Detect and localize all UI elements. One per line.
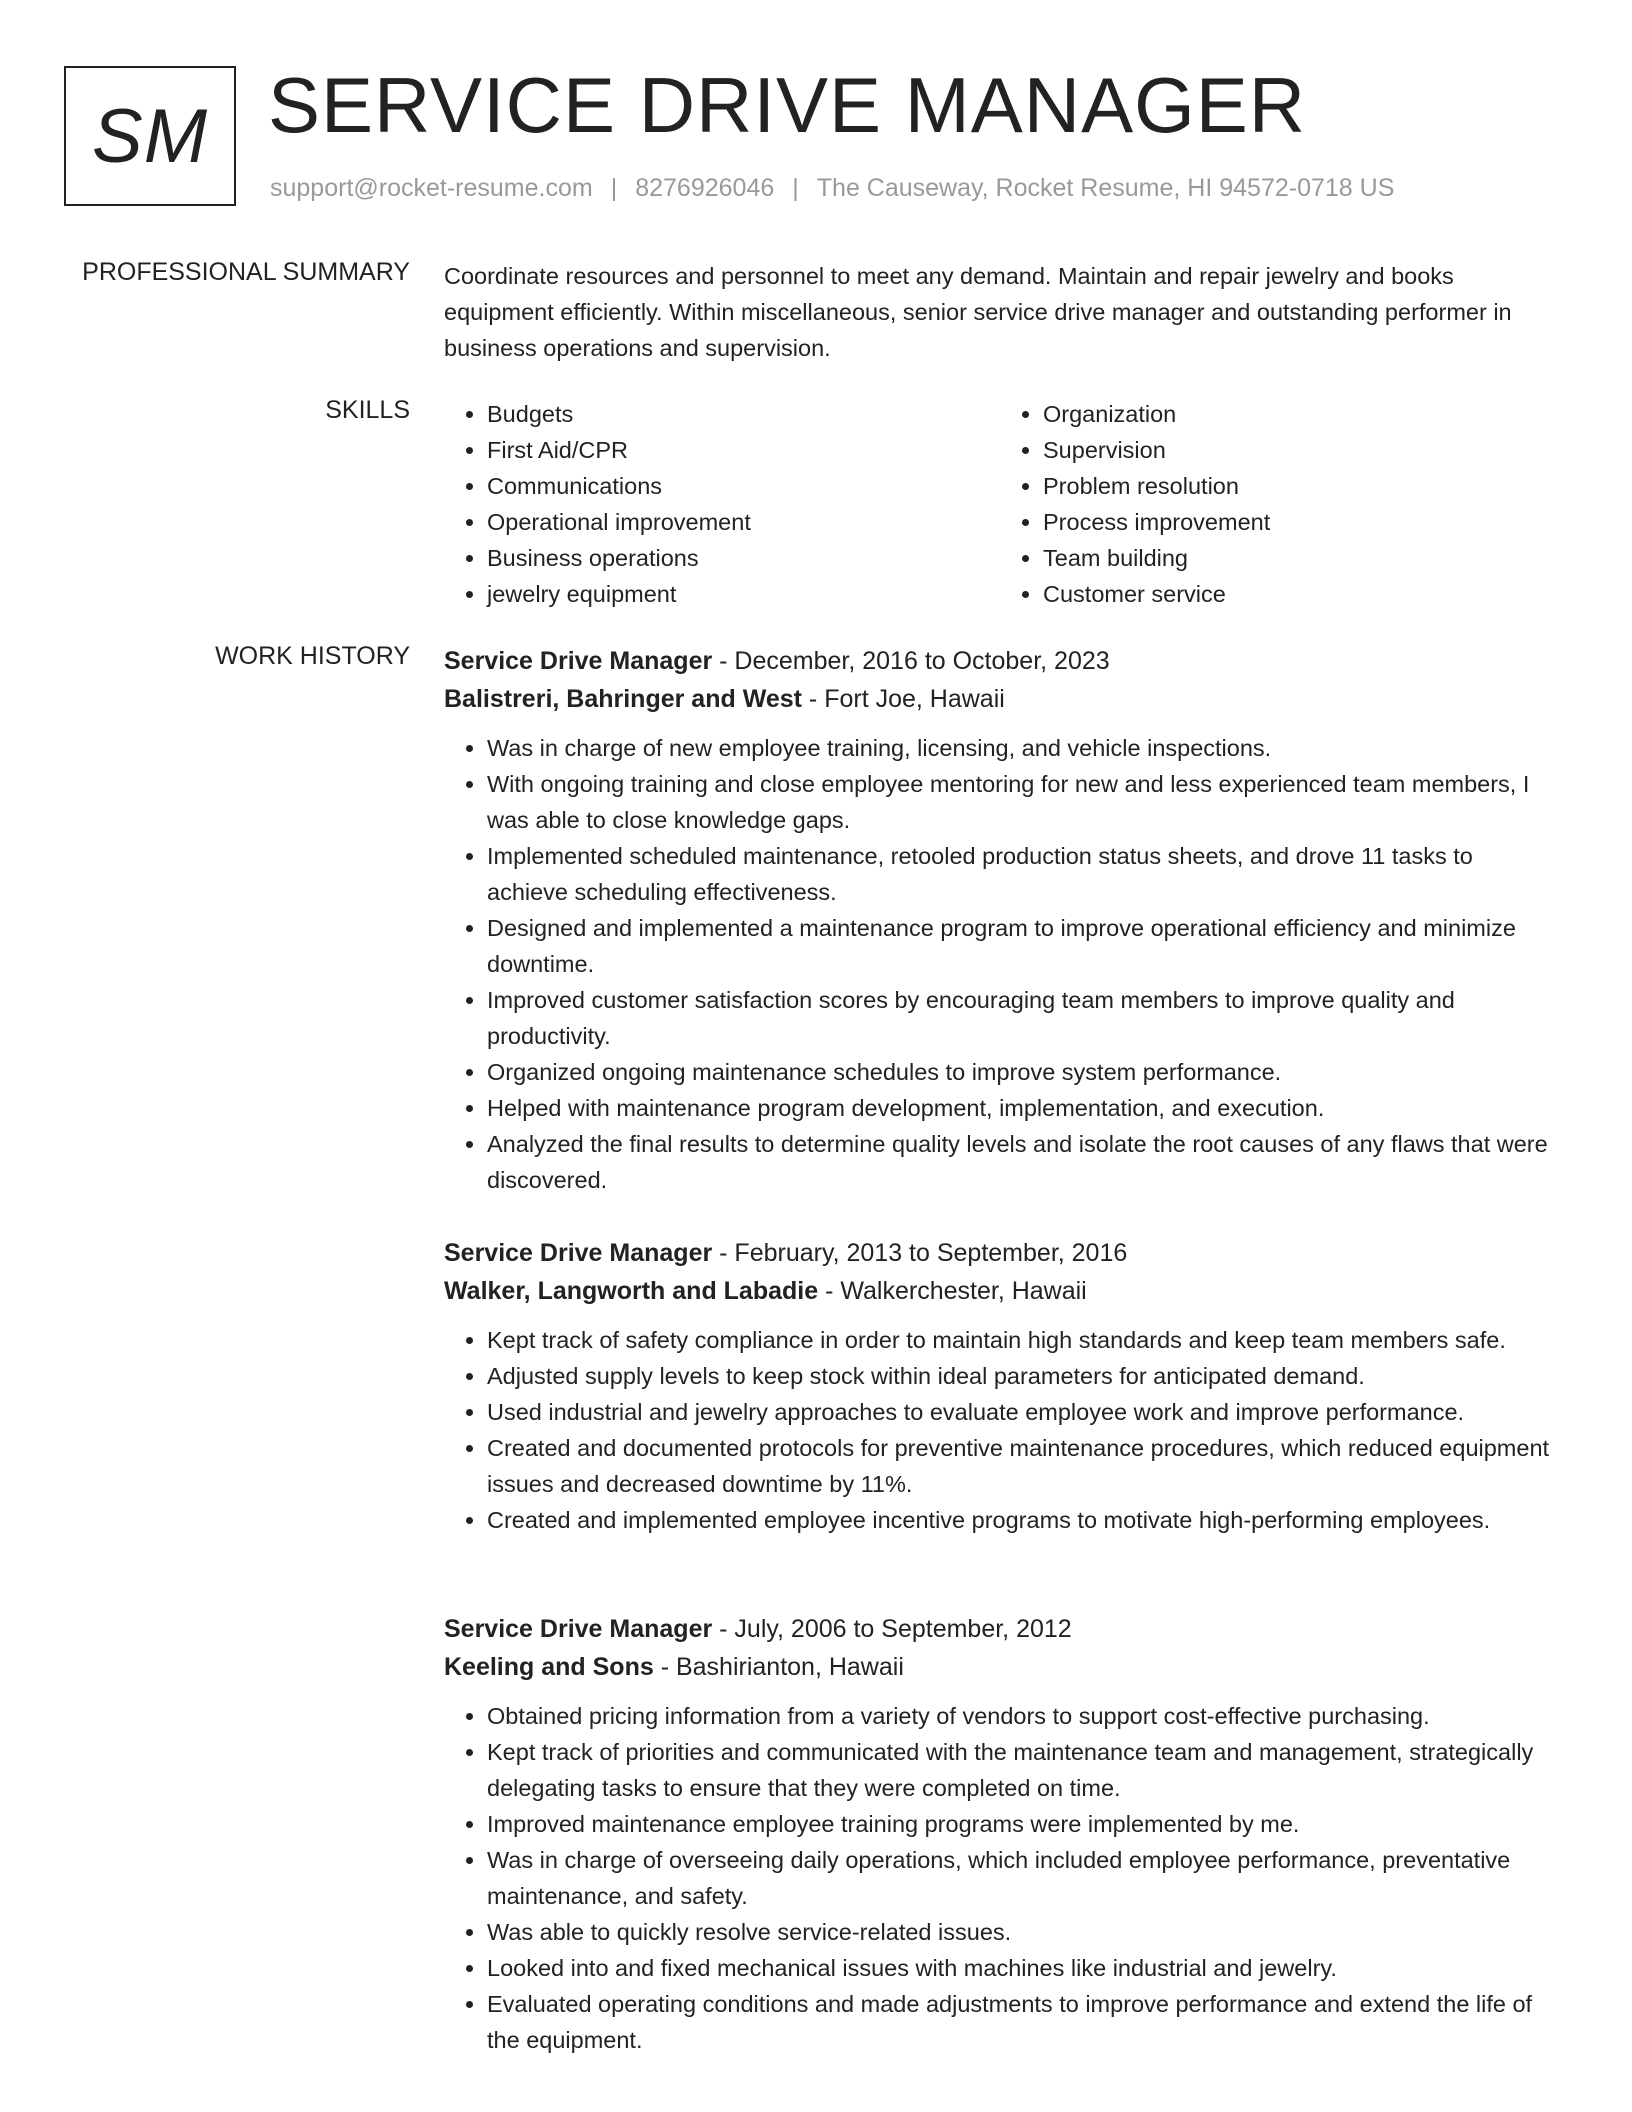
section-label-summary: PROFESSIONAL SUMMARY	[82, 258, 410, 286]
job-title: Service Drive Manager	[444, 1239, 713, 1267]
job-company-line	[444, 1272, 1556, 1310]
skill-item: • Supervision	[1043, 432, 1556, 468]
contact-email: support@rocket-resume.com	[270, 174, 593, 202]
job-entry	[0, 1234, 1632, 1538]
job-title-line	[444, 642, 1556, 680]
job-bullet: • Adjusted supply levels to keep stock within ideal parameters for anticipated demand.	[487, 1358, 1556, 1394]
job-bullet: • Created and documented protocols for preventive maintenance procedures, which reduced equipment issues and decreased downtime by 11%.	[487, 1430, 1556, 1502]
job-company: Keeling and Sons	[444, 1653, 654, 1681]
job-bullet: • Kept track of safety compliance in order to maintain high standards and keep team members safe.	[487, 1322, 1556, 1358]
job-title: Service Drive Manager	[444, 647, 713, 675]
job-bullet: • Was able to quickly resolve service-related issues.	[487, 1914, 1556, 1950]
skill-item: • Team building	[1043, 540, 1556, 576]
job-bullet: • With ongoing training and close employee mentoring for new and less experienced team members, I was able to close knowledge gaps.	[487, 766, 1556, 838]
contact-separator: |	[792, 174, 799, 202]
job-location: - Fort Joe, Hawaii	[801, 685, 1005, 713]
job-bullet: • Implemented scheduled maintenance, retooled production status sheets, and drove 11 tasks to achieve scheduling effectiveness.	[487, 838, 1556, 910]
job-entry	[0, 1610, 1632, 2058]
job-title-line	[444, 1234, 1556, 1272]
skills-list-left	[444, 396, 1000, 612]
job-bullet: • Looked into and fixed mechanical issues with machines like industrial and jewelry.	[487, 1950, 1556, 1986]
job-bullet-list	[444, 730, 1556, 1198]
job-company-line	[444, 1648, 1556, 1686]
job-bullet: • Analyzed the final results to determine quality levels and isolate the root causes of any flaws that were discovered.	[487, 1126, 1556, 1198]
job-bullet: • Improved customer satisfaction scores by encouraging team members to improve quality and productivity.	[487, 982, 1556, 1054]
skill-item: • Problem resolution	[1043, 468, 1556, 504]
skill-item: • Organization	[1043, 396, 1556, 432]
job-bullet: • Helped with maintenance program development, implementation, and execution.	[487, 1090, 1556, 1126]
job-company-line	[444, 680, 1556, 718]
job-bullet: • Was in charge of overseeing daily operations, which included employee performance, preventative maintenance, and safety.	[487, 1842, 1556, 1914]
job-company: Walker, Langworth and Labadie	[444, 1277, 819, 1305]
skill-item: • Customer service	[1043, 576, 1556, 612]
skill-item: • Business operations	[487, 540, 1000, 576]
job-bullet: • Obtained pricing information from a variety of vendors to support cost-effective purchasing.	[487, 1698, 1556, 1734]
job-entry	[0, 642, 1632, 1198]
job-bullet: • Organized ongoing maintenance schedules to improve system performance.	[487, 1054, 1556, 1090]
skill-item: • Operational improvement	[487, 504, 1000, 540]
section-label-skills: SKILLS	[325, 396, 410, 424]
job-bullet: • Kept track of priorities and communicated with the maintenance team and management, strategically delegating tasks to ensure that they were completed on time.	[487, 1734, 1556, 1806]
job-bullet: • Improved maintenance employee training programs were implemented by me.	[487, 1806, 1556, 1842]
contact-line	[270, 174, 1394, 203]
skill-item: • Budgets	[487, 396, 1000, 432]
skill-item: • Communications	[487, 468, 1000, 504]
section-label-work-history: WORK HISTORY	[215, 642, 410, 670]
job-bullet: • Created and implemented employee incentive programs to motivate high-performing employees.	[487, 1502, 1556, 1538]
skill-item: • jewelry equipment	[487, 576, 1000, 612]
contact-address: The Causeway, Rocket Resume, HI 94572-0718 US	[816, 174, 1395, 202]
job-location: - Walkerchester, Hawaii	[818, 1277, 1087, 1305]
skill-item: • First Aid/CPR	[487, 432, 1000, 468]
summary-text: Coordinate resources and personnel to meet any demand. Maintain and repair jewelry and books equipment efficiently. Within miscellaneous, senior service drive manager and outstanding performer in business operations and supervision.	[444, 263, 1512, 361]
job-title: Service Drive Manager	[444, 1615, 713, 1643]
job-dates: - December, 2016 to October, 2023	[712, 647, 1110, 675]
job-dates: - February, 2013 to September, 2016	[712, 1239, 1128, 1267]
job-company: Balistreri, Bahringer and West	[444, 685, 802, 713]
contact-separator: |	[610, 174, 618, 202]
monogram-box	[64, 66, 236, 206]
monogram-initials: SM	[92, 93, 208, 179]
job-bullet-list	[444, 1322, 1556, 1538]
skill-item: • Process improvement	[1043, 504, 1556, 540]
job-bullet: • Was in charge of new employee training, licensing, and vehicle inspections.	[487, 730, 1556, 766]
resume-title: SERVICE DRIVE MANAGER	[268, 61, 1307, 149]
job-location: - Bashirianton, Hawaii	[653, 1653, 904, 1681]
job-dates: - July, 2006 to September, 2012	[712, 1615, 1072, 1643]
job-title-line	[444, 1610, 1556, 1648]
job-bullet: • Designed and implemented a maintenance program to improve operational efficiency and minimize downtime.	[487, 910, 1556, 982]
job-bullet-list	[444, 1698, 1556, 2058]
job-bullet: • Evaluated operating conditions and made adjustments to improve performance and extend the life of the equipment.	[487, 1986, 1556, 2058]
job-bullet: • Used industrial and jewelry approaches to evaluate employee work and improve performance.	[487, 1394, 1556, 1430]
skills-list-right	[1000, 396, 1556, 612]
contact-phone: 8276926046	[635, 174, 775, 202]
